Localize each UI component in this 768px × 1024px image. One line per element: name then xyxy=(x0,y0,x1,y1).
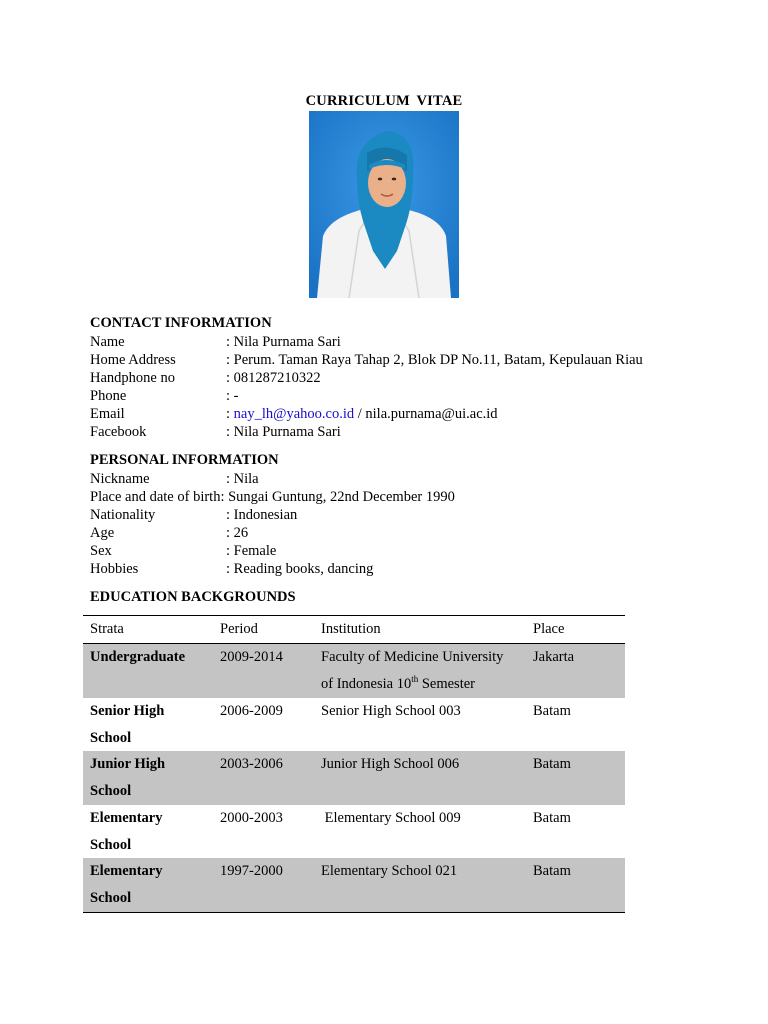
email-prefix: : xyxy=(226,406,234,422)
sex-value: : Female xyxy=(226,543,277,559)
institution-line-1: Faculty of Medicine University xyxy=(321,649,504,665)
age-label: Age xyxy=(90,525,115,541)
phone-label: Phone xyxy=(90,388,127,404)
column-header-place: Place xyxy=(533,621,565,637)
strata-cell xyxy=(90,805,210,859)
place-cell: Jakarta xyxy=(533,649,575,665)
table-row xyxy=(83,698,625,752)
hobbies-value: : Reading books, dancing xyxy=(226,561,374,577)
email-label: Email xyxy=(90,406,125,422)
institution-line-2-end: Semester xyxy=(418,676,475,692)
strata-line-1: Junior High xyxy=(90,756,166,772)
institution-cell: Elementary School 009 xyxy=(321,809,461,826)
nickname-value: : Nila xyxy=(226,471,259,487)
strata-line-2: School xyxy=(90,890,132,906)
profile-photo xyxy=(309,111,459,298)
contact-heading: CONTACT INFORMATION xyxy=(90,315,272,331)
period-cell: 1997-2000 xyxy=(220,863,283,879)
place-cell: Batam xyxy=(533,809,571,826)
strata-line-2: School xyxy=(90,836,132,853)
period-cell: 2003-2006 xyxy=(220,756,283,772)
strata-line-2: School xyxy=(90,729,132,746)
institution-cell xyxy=(321,644,526,698)
strata-cell xyxy=(90,698,210,752)
education-table xyxy=(83,615,625,913)
period-cell: 2009-2014 xyxy=(220,649,283,665)
name-value: : Nila Purnama Sari xyxy=(226,334,341,350)
table-header xyxy=(83,616,625,644)
email-secondary: / nila.purnama@ui.ac.id xyxy=(354,406,498,422)
ordinal-suffix: th xyxy=(411,674,419,684)
strata-cell xyxy=(90,751,210,805)
strata-cell xyxy=(90,858,210,912)
email-value xyxy=(226,405,498,423)
handphone-value: : 081287210322 xyxy=(226,370,321,386)
institution-line-2-text: of Indonesia 10 xyxy=(321,676,412,692)
strata-line-1: Elementary xyxy=(90,809,163,826)
column-header-period: Period xyxy=(220,621,258,637)
period-cell: 2000-2003 xyxy=(220,809,283,826)
birth-row: Place and date of birth: Sungai Guntung, 22nd December 1990 xyxy=(90,489,455,505)
strata-cell xyxy=(90,644,210,671)
institution-line-2 xyxy=(321,671,526,698)
personal-heading: PERSONAL INFORMATION xyxy=(90,452,279,468)
email-link[interactable]: nay_lh@yahoo.co.id xyxy=(233,406,355,422)
period-cell: 2006-2009 xyxy=(220,702,283,719)
education-heading: EDUCATION BACKGROUNDS xyxy=(90,589,296,605)
strata-line-2: School xyxy=(90,783,132,799)
institution-cell: Senior High School 003 xyxy=(321,702,461,719)
handphone-label: Handphone no xyxy=(90,370,175,386)
address-value: : Perum. Taman Raya Tahap 2, Blok DP No.11, Batam, Kepulauan Riau xyxy=(226,352,643,368)
column-header-institution: Institution xyxy=(321,621,381,637)
nationality-value: : Indonesian xyxy=(226,507,298,523)
place-cell: Batam xyxy=(533,702,571,719)
place-cell: Batam xyxy=(533,756,571,772)
table-row xyxy=(83,805,625,859)
nickname-label: Nickname xyxy=(90,471,150,487)
facebook-value: : Nila Purnama Sari xyxy=(226,424,341,440)
name-label: Name xyxy=(90,334,125,350)
institution-cell: Elementary School 021 xyxy=(321,863,458,879)
table-row xyxy=(83,751,625,805)
address-label: Home Address xyxy=(90,352,176,368)
age-value: : 26 xyxy=(226,525,249,541)
place-cell: Batam xyxy=(533,863,571,879)
institution-cell: Junior High School 006 xyxy=(321,756,460,772)
sex-label: Sex xyxy=(90,543,112,559)
hobbies-label: Hobbies xyxy=(90,561,139,577)
document-title: CURRICULUM VITAE xyxy=(305,93,463,109)
phone-value: : - xyxy=(226,388,239,404)
facebook-label: Facebook xyxy=(90,424,147,440)
table-row xyxy=(83,644,625,698)
strata-line-1: Undergraduate xyxy=(90,649,186,665)
strata-line-1: Senior High xyxy=(90,702,165,719)
table-row xyxy=(83,858,625,912)
nationality-label: Nationality xyxy=(90,507,156,523)
column-header-strata: Strata xyxy=(90,621,124,637)
strata-line-1: Elementary xyxy=(90,863,163,879)
